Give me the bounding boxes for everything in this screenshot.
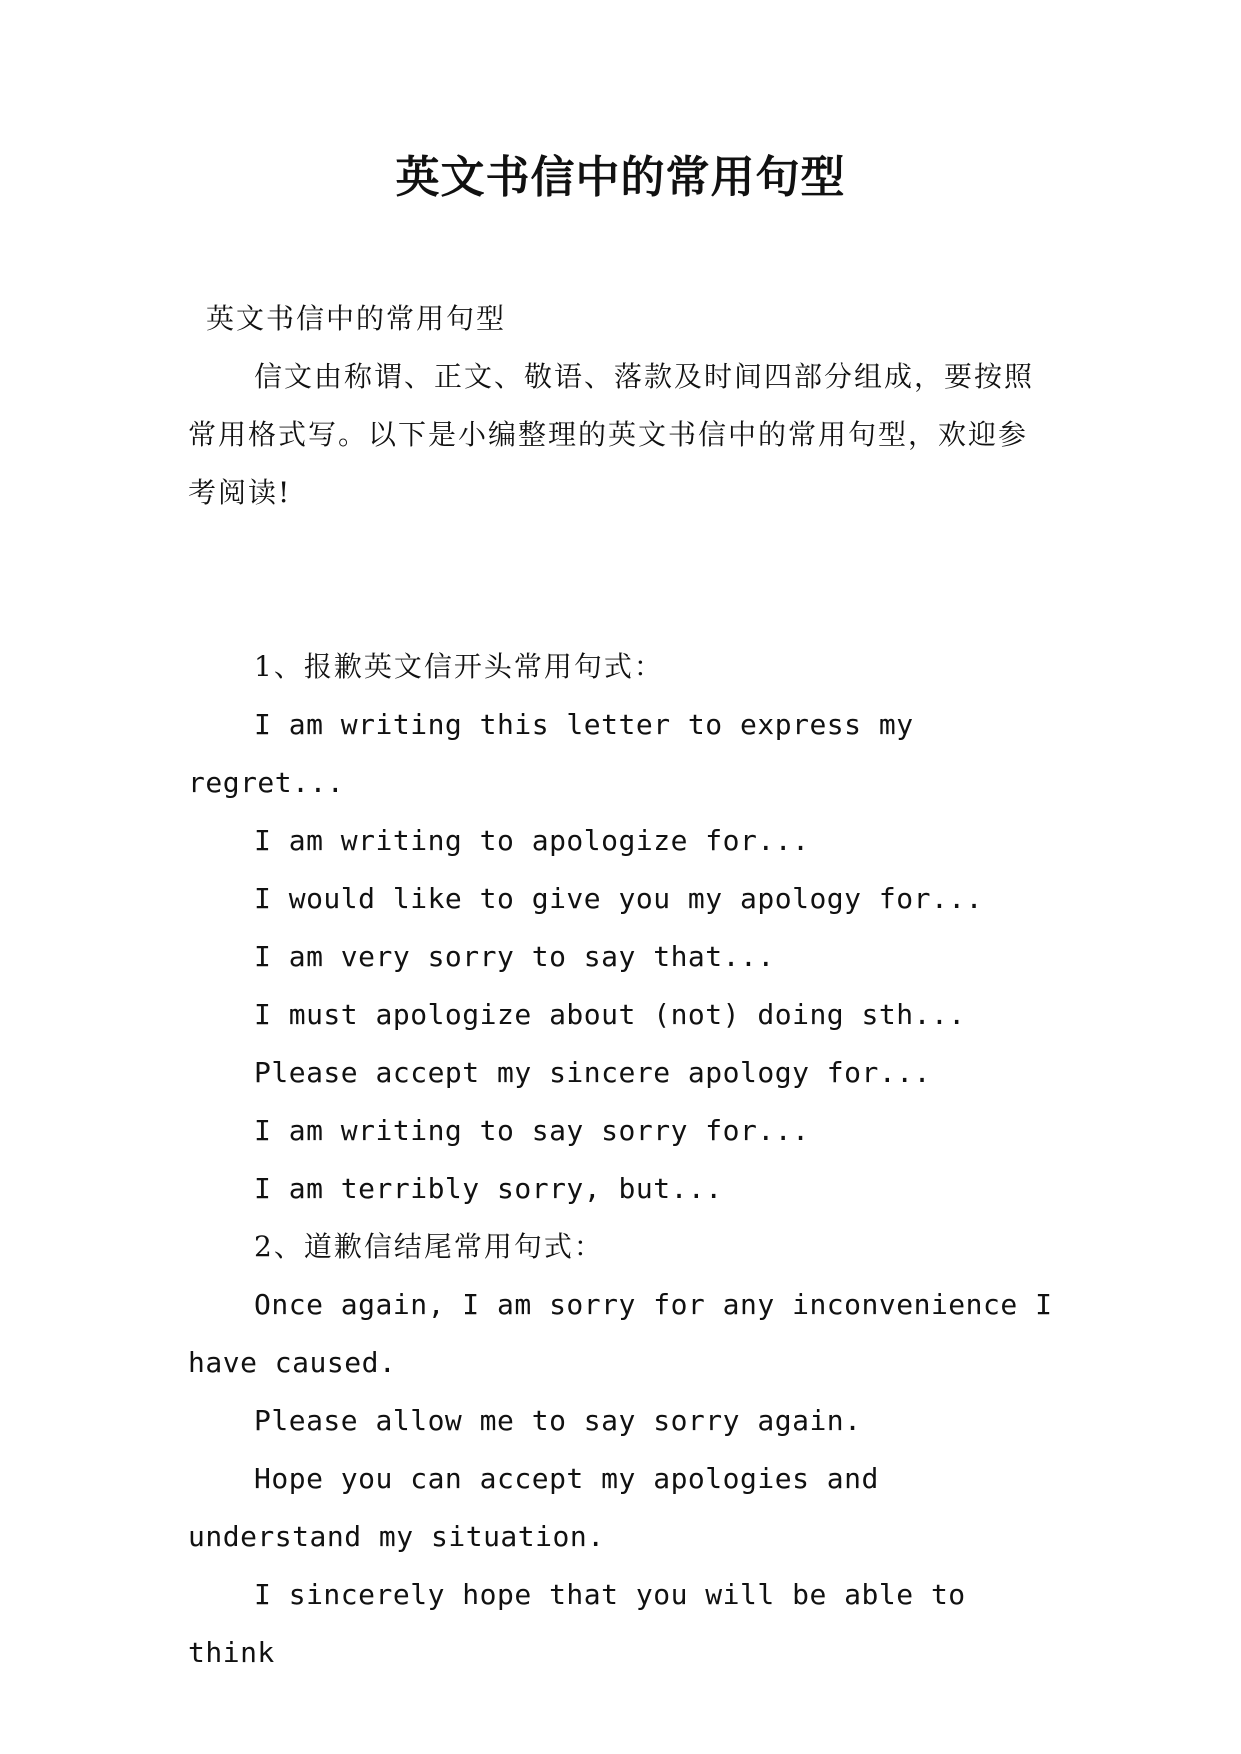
paragraph-spacer bbox=[188, 522, 1056, 638]
section-heading-2: 2、道歉信结尾常用句式： bbox=[254, 1230, 604, 1263]
sentence-line: I would like to give you my apology for... bbox=[254, 882, 984, 915]
sentence-line: I sincerely hope that you will be able to think bbox=[188, 1578, 966, 1669]
document-body bbox=[188, 290, 1056, 1682]
document-subtitle: 英文书信中的常用句型 bbox=[206, 302, 507, 335]
sentence-line: I am very sorry to say that... bbox=[254, 940, 775, 973]
sentence-line: Once again, I am sorry for any inconvenience I have caused. bbox=[188, 1288, 1053, 1379]
sentence-line: I am terribly sorry, but... bbox=[254, 1172, 723, 1205]
sentence-line: Please allow me to say sorry again. bbox=[254, 1404, 862, 1437]
sentence-line: Please accept my sincere apology for... bbox=[254, 1056, 931, 1089]
section-heading-1: 1、报歉英文信开头常用句式： bbox=[254, 650, 664, 683]
intro-paragraph: 信文由称谓、正文、敬语、落款及时间四部分组成，要按照常用格式写。以下是小编整理的英文书信中的常用句型，欢迎参考阅读! bbox=[188, 360, 1035, 509]
sentence-line: I am writing this letter to express my regret... bbox=[188, 708, 914, 799]
sentence-line: I am writing to say sorry for... bbox=[254, 1114, 810, 1147]
sentence-line: I am writing to apologize for... bbox=[254, 824, 810, 857]
document-title: 英文书信中的常用句型 bbox=[395, 152, 846, 203]
sentence-line: I must apologize about (not) doing sth... bbox=[254, 998, 966, 1031]
sentence-line: Hope you can accept my apologies and understand my situation. bbox=[188, 1462, 879, 1553]
